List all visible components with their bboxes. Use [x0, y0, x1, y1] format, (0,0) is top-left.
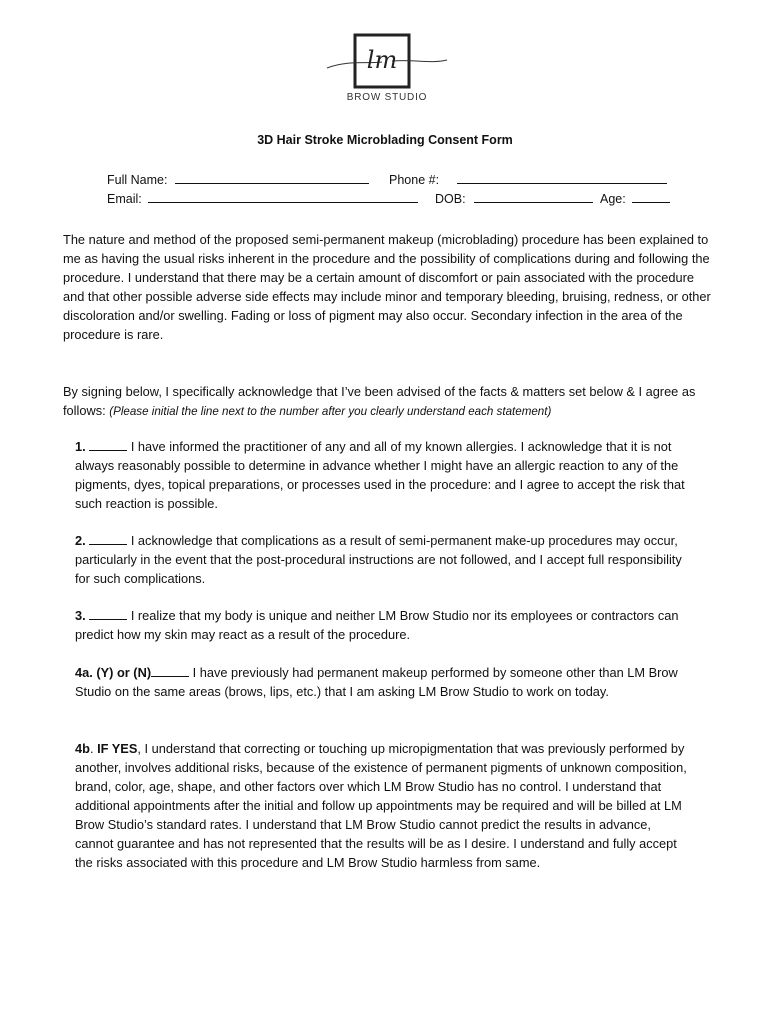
item-text: I realize that my body is unique and neither LM Brow Studio nor its employees or contractors can predict how my skin may react as a result of the procedure. [75, 608, 679, 642]
item-number: 1. [75, 439, 86, 454]
item-text: I have informed the practitioner of any and all of my known allergies. I acknowledge that it is not always reasonably possible to determine in advance whether I might have an allergic reaction to any of the pigments, dyes, topical preparations, or processes used in the procedure: and I agree to accept the risk that such reaction is possible. [75, 439, 685, 511]
svg-text:lm: lm [366, 46, 398, 74]
statement-item [75, 437, 687, 513]
age-line[interactable] [632, 190, 670, 203]
dob-field [435, 190, 593, 207]
item-number: 2. [75, 533, 86, 548]
initial-line[interactable] [89, 608, 127, 620]
item-text: I have previously had permanent makeup performed by someone other than LM Brow Studio on the same areas (brows, lips, etc.) that I am asking LM Brow Studio to work on today. [75, 665, 678, 699]
age-label: Age: [600, 192, 626, 206]
phone-line[interactable] [457, 171, 667, 184]
logo-caption: BROW STUDIO [346, 92, 428, 103]
dob-label: DOB: [435, 192, 466, 206]
email-line[interactable] [148, 190, 418, 203]
full-name-label: Full Name: [107, 173, 168, 187]
item-number: 4a. (Y) or (N) [75, 665, 152, 680]
item-text: I acknowledge that complications as a result of semi-permanent make-up procedures may occur, particularly in the event that the post-procedural instructions are not followed, and I accept full responsibility for such complications. [75, 533, 682, 586]
acknowledge-text: By signing below, I specifically acknowledge that I’ve been advised of the facts & matters set below & I agree as follows: [63, 384, 696, 418]
full-name-line[interactable] [175, 171, 369, 184]
form-title: 3D Hair Stroke Microblading Consent Form [257, 133, 513, 147]
intro-paragraph: The nature and method of the proposed semi-permanent makeup (microblading) procedure has been explained to me as having the usual risks inherent in the procedure and the possibility of complications during and following the procedure. I understand that there may be a certain amount of discomfort or pain associated with the procedure and that other possible adverse side effects may include minor and temporary bleeding, bruising, redness, or other discoloration and/or swelling. Fading or loss of pigment may also occur. Secondary infection in the area of the procedure is rare. [63, 232, 711, 342]
item-number: 3. [75, 608, 86, 623]
phone-label: Phone #: [389, 173, 440, 187]
acknowledge-note: (Please initial the line next to the number after you clearly understand each statement) [109, 405, 552, 418]
item-text: , I understand that correcting or touching up micropigmentation that was previously performed by another, involves additional risks, because of the existence of permanent pigments of unknown composition, brand, color, age, shape, and other factors over which LM Brow Studio has no control. I understand that additional appointments after the initial and follow up appointments may be required and will be billed at LM Brow Studio’s standard rates. I understand that LM Brow Studio cannot predict the results in advance, cannot guarantee and has not represented that the results will be as I desire. I understand and fully accept the risks associated with this procedure and LM Brow Studio harmless from same. [75, 741, 687, 870]
statement-item [75, 663, 687, 701]
brand-logo [322, 30, 452, 110]
item-number: 4b [75, 741, 90, 756]
email-field [107, 190, 418, 207]
email-label: Email: [107, 192, 142, 206]
full-name-field [107, 171, 369, 188]
item-lead: IF YES [97, 741, 138, 756]
dob-line[interactable] [474, 190, 593, 203]
initial-line[interactable] [89, 439, 127, 451]
item-dot: . [89, 741, 94, 756]
statement-item [75, 606, 687, 644]
statement-item [75, 531, 687, 588]
lm-monogram-icon [322, 30, 452, 92]
statement-item [75, 739, 687, 872]
acknowledge-paragraph [63, 382, 713, 421]
initial-line[interactable] [151, 665, 189, 677]
age-field [600, 190, 670, 207]
initial-line[interactable] [89, 533, 127, 545]
phone-field [389, 171, 667, 188]
